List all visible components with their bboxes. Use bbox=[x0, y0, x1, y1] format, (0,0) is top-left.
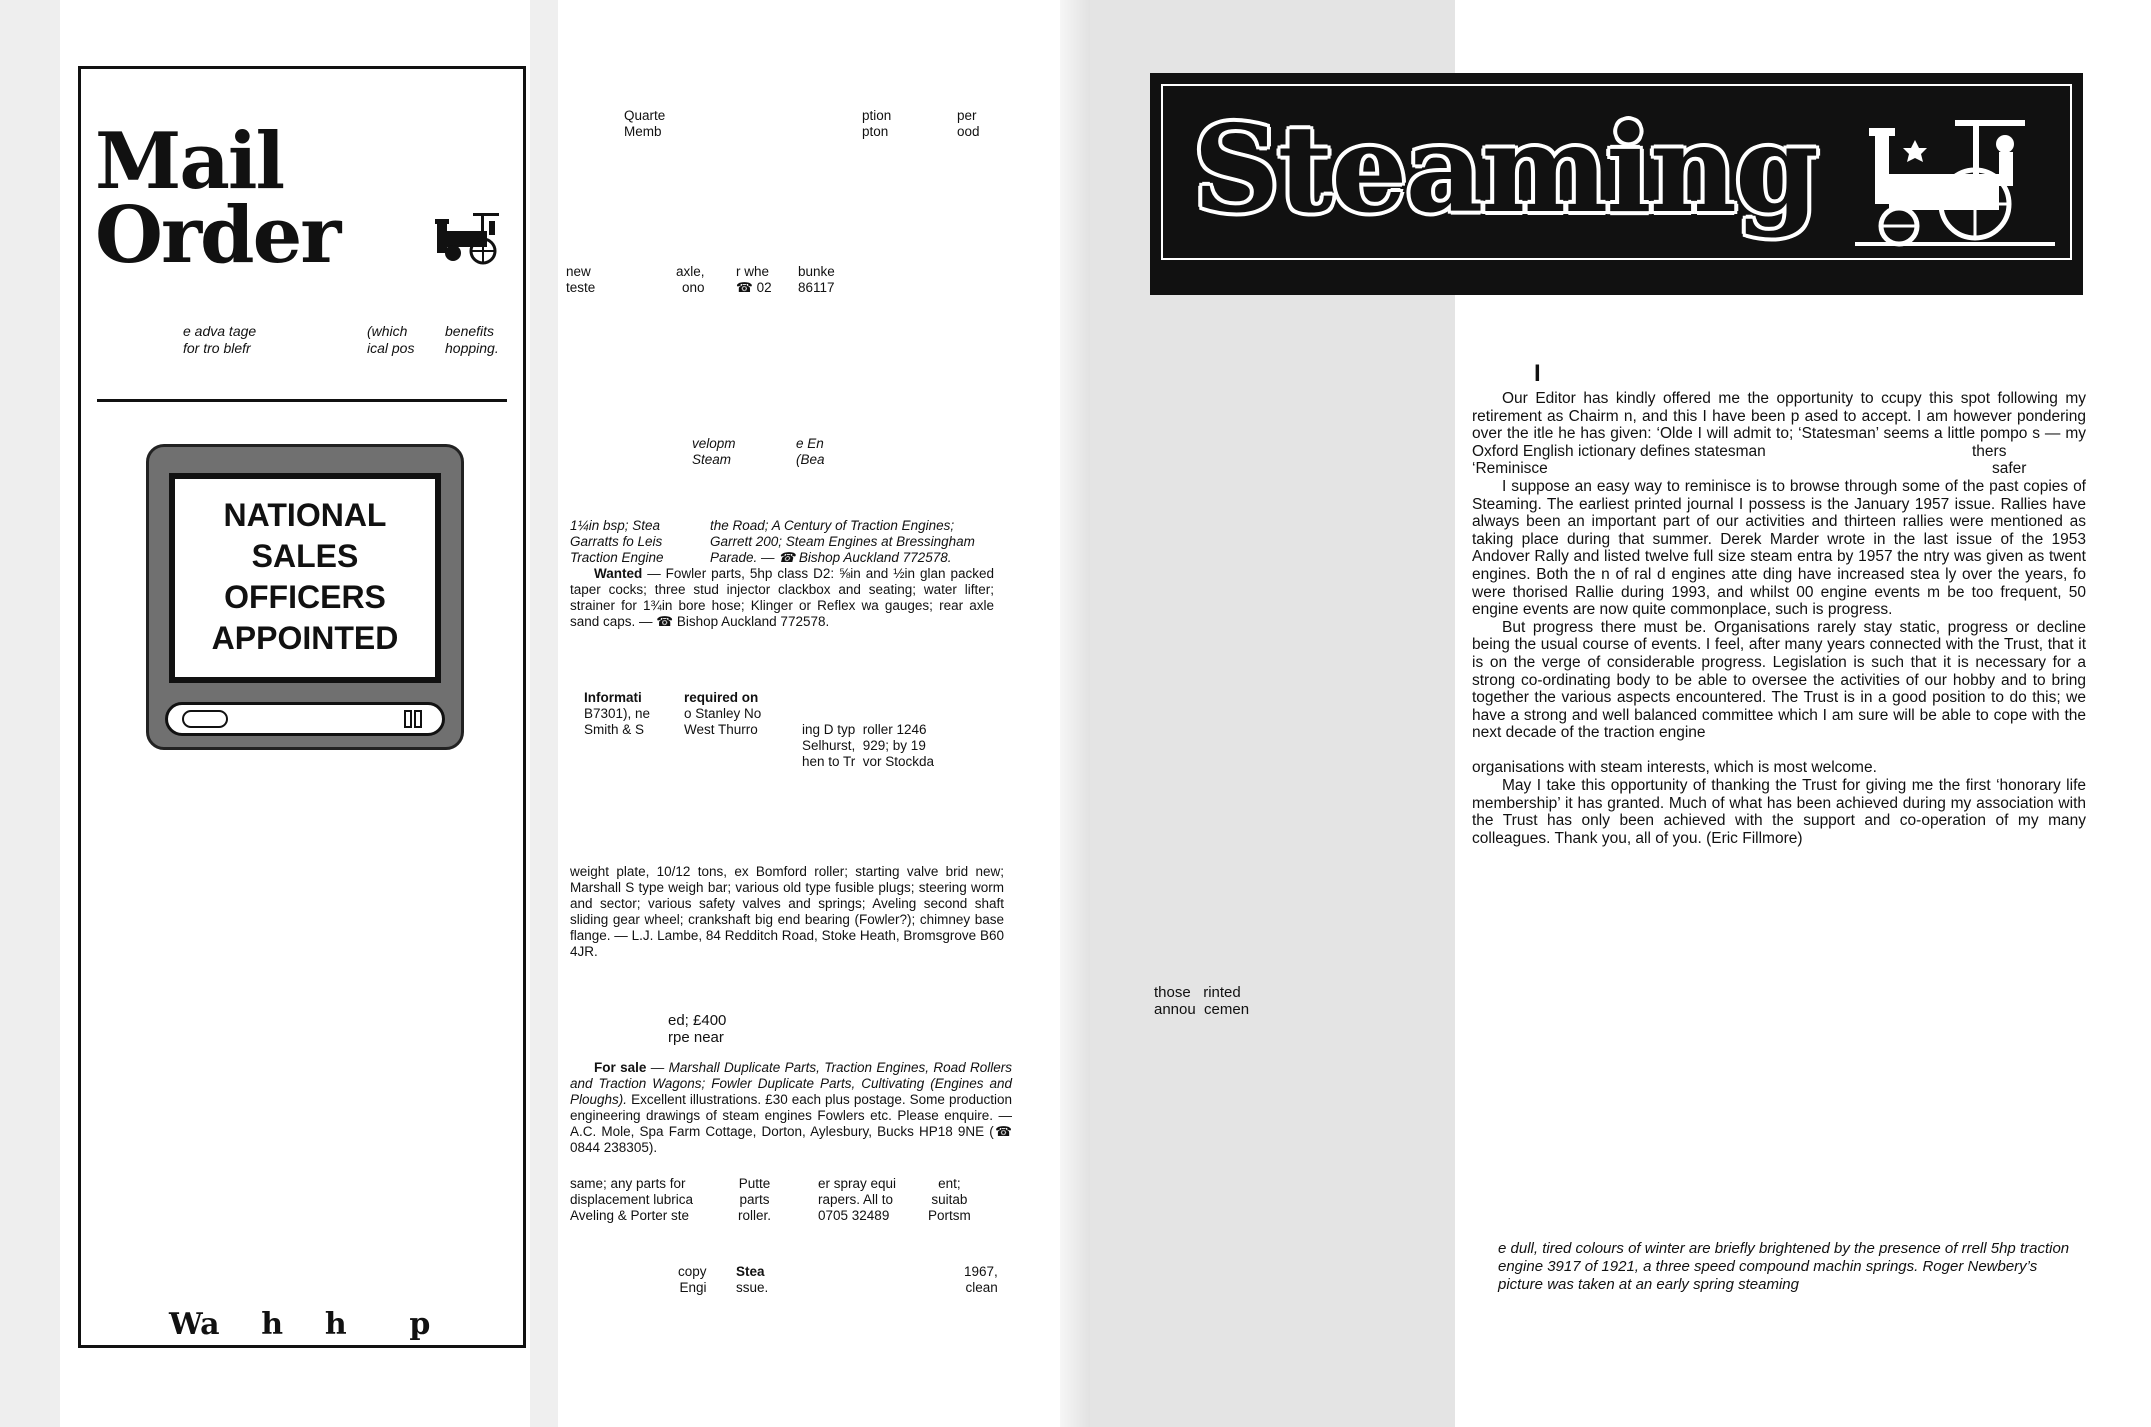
page-fold-shadow bbox=[1060, 0, 1090, 1427]
classified-copy-col-2: Stea ssue. bbox=[736, 1264, 769, 1295]
for-sale-label: For sale bbox=[594, 1060, 647, 1075]
classified-row2-col-1: new teste bbox=[566, 264, 596, 295]
article-heading: I bbox=[1534, 360, 1541, 387]
intro-col-1: e adva tage for tro blefr bbox=[183, 323, 257, 356]
steaming-article: Our Editor has kindly offered me the opportunity to ccupy this spot following my retirement as Chairm n, and this I have been p ased to accept. I am however pondering over the itle he has given: ‘Olde I will admit to; ‘Statesman’ seems a little pompo s — my Oxford English ictionary defines statesman thers ‘Reminisce safer I suppose an easy way to reminisce is to browse through some of the past copies of Steaming. The earliest printed journal I possess is the January 1957 issue. Rallies have always been an important part of our activities and thirteen rallies were mentioned as taking place during that summer. Derek Marder wrote in the last issue of the 1953 Andover Rally and listed twelve full size steam entra by 1957 the ntry was given as twent engines. Both the n of ral d engines atte ding have increased stea ly over the years, fo were thorised Rallie during 1993, and whilst 00 engine events m be too frequent, 50 engine events are now quite commonplace, such is progress. But progress there must be. Organisations rarely stay static, progress or decline being the usual course of events. I feel, after many years connected with the Trust, that it is on the verge of considerable progress. Legislation is such that it is necessary for a strong co-ordinating body to be able to oversee the activities of our hobby and to bring together the various aspects encountered. The Trust is in a good position to do this; we have a strong and well balanced committee which I am sure will be able to cope with the next decade of the traction engine organisations with steam interests, which is most welcome. May I take this opportunity of thanking the Trust for giving me the first ‘honorary life membership’ it has granted. Much of what has been achieved during my association with the Trust has only been achieved with the support and co-operation of my many colleagues. Thank you, all of you. (Eric Fillmore) bbox=[1472, 390, 2086, 847]
mail-order-footer: Wa h h p bbox=[169, 1307, 431, 1342]
page-gutter bbox=[530, 0, 558, 1427]
tv-graphic bbox=[146, 444, 464, 750]
classified-info-col-1: Informati B7301), ne Smith & S bbox=[584, 690, 651, 737]
classified-row2-col-2: axle, ono bbox=[676, 264, 705, 295]
article-paragraph: organisations with steam interests, which is most welcome. bbox=[1472, 759, 1877, 777]
classified-info-col-2: required on o Stanley No West Thurro bbox=[684, 690, 762, 737]
mail-order-title-line2: Order bbox=[95, 190, 340, 281]
intro-col-3: benefits hopping. bbox=[445, 323, 499, 356]
classified-top-col-2: ption pton bbox=[862, 108, 892, 139]
middle-fragment: those rinted annou cemen bbox=[1154, 984, 1250, 1018]
classified-info-col-3: ing D typ roller 1246 Selhurst, 929; by 19 hen to Tr vor Stockda bbox=[802, 722, 935, 769]
classified-copy-col-1: copy Engi bbox=[678, 1264, 707, 1295]
classified-top-col-3: per ood bbox=[957, 108, 980, 139]
wanted-label: Wanted bbox=[594, 566, 643, 581]
steaming-title: Steaming bbox=[1193, 99, 1817, 240]
article-paragraph: I suppose an easy way to reminisce is to browse through some of the past copies of Steaming. The earliest printed journal I possess is the January 1957 issue. Rallies have always been an important part of our activities and thirteen rallies were mentioned as taking place during that summer. Derek Marder wrote in the last issue of the 1953 Andover Rally and listed twelve full size steam entra by 1957 the ntry was given as twent engines. Both the n of ral d engines atte ding have increased stea ly over the years, fo were thorised Rallie during 1993, and whilst 00 engine events m be too frequent, 50 engine events are now quite commonplace, such is progress. bbox=[1472, 477, 2086, 619]
tv-knob-icon bbox=[182, 710, 228, 728]
classified-for-sale: For sale — Marshall Duplicate Parts, Traction Engines, Road Rollers and Traction Wagons; Fowler Duplicate Parts, Cultivating (Engines and Ploughs). Excellent illustrations. £30 each plus postage. Some production engineering drawings of steam engines Fowlers etc. Please enquire. — A.C. Mole, Spa Farm Cottage, Dorton, Aylesbury, Bucks HP18 9NE (☎ 0844 238305). bbox=[570, 1060, 1012, 1155]
traction-engine-icon bbox=[433, 209, 505, 267]
steaming-banner bbox=[1150, 73, 2083, 295]
classified-row2-col-3: r whe ☎ 02 bbox=[736, 264, 772, 295]
tv-slot-icon bbox=[404, 710, 412, 728]
article-fragment-row: ‘Reminisce safer bbox=[1472, 460, 2027, 478]
tv-control-bar bbox=[165, 702, 445, 736]
classified-copy-col-3: 1967, clean bbox=[964, 1264, 998, 1295]
classified-parts-col-3: er spray equi rapers. All to 0705 32489 bbox=[818, 1176, 897, 1223]
classified-books-col-1: 1¼in bsp; Stea Garratts fo Leis Traction Engine bbox=[570, 518, 664, 565]
mail-order-title-line1: Mail bbox=[95, 116, 284, 207]
banner-frame bbox=[1161, 84, 2072, 260]
classified-dev-col-1: velopm Steam bbox=[692, 436, 736, 467]
intro-col-2: (which ical pos bbox=[367, 323, 415, 356]
article-paragraph: But progress there must be. Organisations rarely stay static, progress or decline being the usual course of events. I feel, after many years connected with the Trust, that it is on the verge of considerable progress. Legislation is such that it is necessary for a strong co-ordinating body to be able to oversee the activities of our hobby and to bring together the various aspects encountered. The Trust is in a good position to do this; we have a strong and well balanced committee which I am sure will be able to cope with the next decade of the traction engine bbox=[1472, 618, 2086, 742]
tv-headline: NATIONAL SALES OFFICERS APPOINTED bbox=[211, 497, 399, 656]
divider bbox=[97, 399, 507, 402]
classified-wanted: Wanted — Fowler parts, 5hp class D2: ⅝in and ½in glan packed taper cocks; three stud injector clackbox and seating; water lifter; strainer for 1¾in bore hose; Klinger or Reflex wa gauges; rear axle sand caps. — ☎ Bishop Auckland 772578. bbox=[570, 566, 994, 629]
article-paragraph: Our Editor has kindly offered me the opportunity to ccupy this spot following my retirement as Chairm n, and this I have been p ased to accept. I am however pondering over the itle he has given: ‘Olde I will admit to; ‘Statesman’ seems a little pompo s — my Oxford English ictionary defines statesman bbox=[1472, 390, 2086, 460]
classified-row2-col-4: bunke 86117 bbox=[798, 264, 835, 295]
classified-top-col-1: Quarte Memb bbox=[624, 108, 666, 139]
classified-price: ed; £400 rpe near bbox=[668, 1012, 727, 1046]
traction-engine-icon bbox=[1855, 104, 2055, 254]
classified-parts-col-4: ent; suitab Portsm bbox=[928, 1176, 971, 1223]
photo-caption: e dull, tired colours of winter are briefly brightened by the presence of rrell 5hp traction engine 3917 of 1921, a three speed compound machin springs. Roger Newbery’s picture was taken at an early spring steaming bbox=[1498, 1240, 2070, 1293]
classified-books-col-2: the Road; A Century of Traction Engines; Garrett 200; Steam Engines at Bressingham Parade. — ☎ Bishop Auckland 772578. bbox=[710, 518, 975, 565]
classified-parts-col-2: Putte parts roller. bbox=[738, 1176, 772, 1223]
tv-slot-icon bbox=[414, 710, 422, 728]
left-page-margin bbox=[0, 0, 60, 1427]
classified-parts-col-1: same; any parts for displacement lubrica Aveling & Porter ste bbox=[570, 1176, 694, 1223]
tv-screen bbox=[169, 473, 441, 683]
classified-weight-plate: weight plate, 10/12 tons, ex Bomford roller; starting valve brid new; Marshall S type weigh bar; various old type fusible plugs; steering worm and sector; various safety valves and springs; Aveling second shaft sliding gear wheel; crankshaft big end bearing (Fowler?); chimney base flange. — L.J. Lambe, 84 Redditch Road, Stoke Heath, Bromsgrove B60 4JR. bbox=[570, 864, 1004, 959]
classified-dev-col-2: e En (Bea bbox=[796, 436, 825, 467]
article-paragraph: May I take this opportunity of thanking the Trust for giving me the first ‘honorary life membership’ it has granted. Much of what has been achieved during my association with the Trust has only been achieved with the support and co-operation of my many colleagues. Thank you, all of you. (Eric Fillmore) bbox=[1472, 777, 2086, 847]
